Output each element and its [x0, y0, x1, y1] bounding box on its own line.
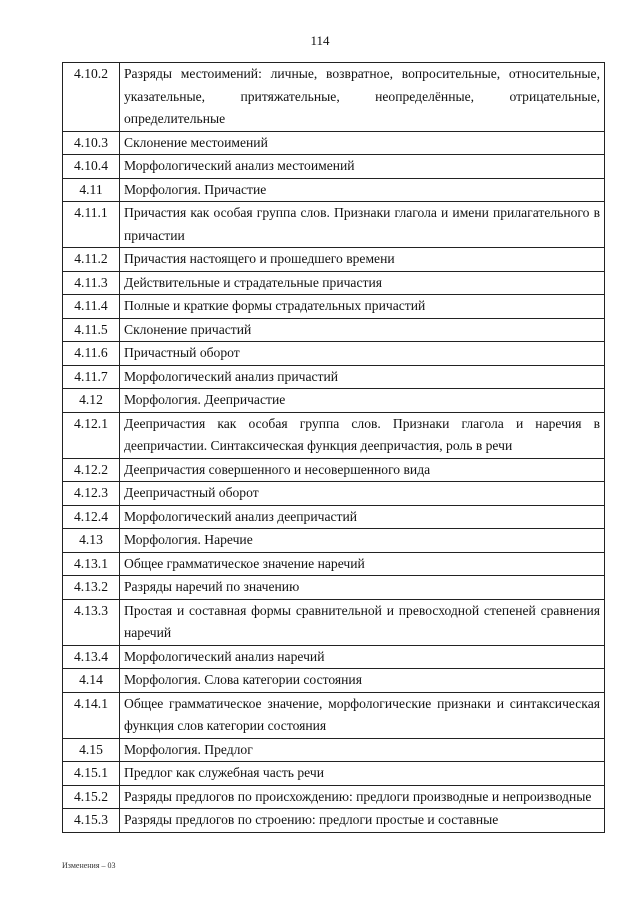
section-title: Склонение причастий	[120, 318, 605, 342]
table-row	[63, 669, 605, 693]
section-title: Предлог как служебная часть речи	[120, 762, 605, 786]
section-title: Морфологический анализ причастий	[120, 365, 605, 389]
table-row	[63, 318, 605, 342]
section-title: Разряды местоимений: личные, возвратное, вопросительные, относительные, указательные, притяжательные, неопределённые, отрицательные, определительные	[120, 63, 605, 132]
table-row	[63, 505, 605, 529]
section-title: Склонение местоимений	[120, 131, 605, 155]
section-title: Разряды предлогов по происхождению: предлоги производные и непроизводные	[120, 785, 605, 809]
section-title: Причастия как особая группа слов. Признаки глагола и имени прилагательного в причастии	[120, 202, 605, 248]
section-title: Общее грамматическое значение, морфологические признаки и синтаксическая функция слов категории состояния	[120, 692, 605, 738]
table-row	[63, 576, 605, 600]
table-row	[63, 412, 605, 458]
section-title: Морфологический анализ местоимений	[120, 155, 605, 179]
section-number: 4.10.3	[63, 131, 120, 155]
section-number: 4.14	[63, 669, 120, 693]
section-number: 4.11.7	[63, 365, 120, 389]
section-number: 4.11.4	[63, 295, 120, 319]
table-row	[63, 599, 605, 645]
section-number: 4.10.2	[63, 63, 120, 132]
table-row	[63, 63, 605, 132]
table-row	[63, 809, 605, 833]
section-title: Деепричастия совершенного и несовершенного вида	[120, 458, 605, 482]
table-row	[63, 365, 605, 389]
table-row	[63, 271, 605, 295]
section-number: 4.12.4	[63, 505, 120, 529]
section-number: 4.14.1	[63, 692, 120, 738]
section-title: Морфологический анализ наречий	[120, 645, 605, 669]
section-number: 4.11.5	[63, 318, 120, 342]
section-number: 4.13.1	[63, 552, 120, 576]
section-number: 4.13.2	[63, 576, 120, 600]
section-number: 4.11	[63, 178, 120, 202]
table-row	[63, 342, 605, 366]
section-title: Причастный оборот	[120, 342, 605, 366]
section-title: Морфология. Предлог	[120, 738, 605, 762]
section-number: 4.12.2	[63, 458, 120, 482]
section-title: Морфология. Причастие	[120, 178, 605, 202]
section-number: 4.11.3	[63, 271, 120, 295]
section-title: Причастия настоящего и прошедшего времени	[120, 248, 605, 272]
table-row	[63, 202, 605, 248]
table-row	[63, 458, 605, 482]
table-row	[63, 295, 605, 319]
section-number: 4.15	[63, 738, 120, 762]
section-number: 4.12	[63, 389, 120, 413]
section-title: Общее грамматическое значение наречий	[120, 552, 605, 576]
table-row	[63, 131, 605, 155]
section-title: Морфология. Слова категории состояния	[120, 669, 605, 693]
section-number: 4.11.2	[63, 248, 120, 272]
curriculum-table	[62, 62, 605, 833]
table-row	[63, 529, 605, 553]
section-title: Действительные и страдательные причастия	[120, 271, 605, 295]
section-number: 4.13	[63, 529, 120, 553]
section-title: Деепричастный оборот	[120, 482, 605, 506]
table-row	[63, 552, 605, 576]
section-title: Морфологический анализ деепричастий	[120, 505, 605, 529]
section-number: 4.15.3	[63, 809, 120, 833]
table-row	[63, 692, 605, 738]
section-title: Морфология. Деепричастие	[120, 389, 605, 413]
section-title: Полные и краткие формы страдательных причастий	[120, 295, 605, 319]
section-title: Разряды предлогов по строению: предлоги простые и составные	[120, 809, 605, 833]
section-title: Деепричастия как особая группа слов. Признаки глагола и наречия в деепричастии. Синтаксическая функция деепричастия, роль в речи	[120, 412, 605, 458]
section-number: 4.12.3	[63, 482, 120, 506]
table-row	[63, 762, 605, 786]
section-number: 4.12.1	[63, 412, 120, 458]
table-row	[63, 482, 605, 506]
section-number: 4.11.1	[63, 202, 120, 248]
section-number: 4.15.1	[63, 762, 120, 786]
section-number: 4.13.3	[63, 599, 120, 645]
revision-footer: Изменения – 03	[62, 861, 116, 870]
section-title: Морфология. Наречие	[120, 529, 605, 553]
table-row	[63, 785, 605, 809]
table-row	[63, 155, 605, 179]
table-row	[63, 738, 605, 762]
table-row	[63, 178, 605, 202]
section-title: Разряды наречий по значению	[120, 576, 605, 600]
section-number: 4.11.6	[63, 342, 120, 366]
table-row	[63, 248, 605, 272]
page-number: 114	[310, 33, 330, 48]
table-row	[63, 389, 605, 413]
section-number: 4.13.4	[63, 645, 120, 669]
section-number: 4.15.2	[63, 785, 120, 809]
section-title: Простая и составная формы сравнительной и превосходной степеней сравнения наречий	[120, 599, 605, 645]
table-row	[63, 645, 605, 669]
section-number: 4.10.4	[63, 155, 120, 179]
